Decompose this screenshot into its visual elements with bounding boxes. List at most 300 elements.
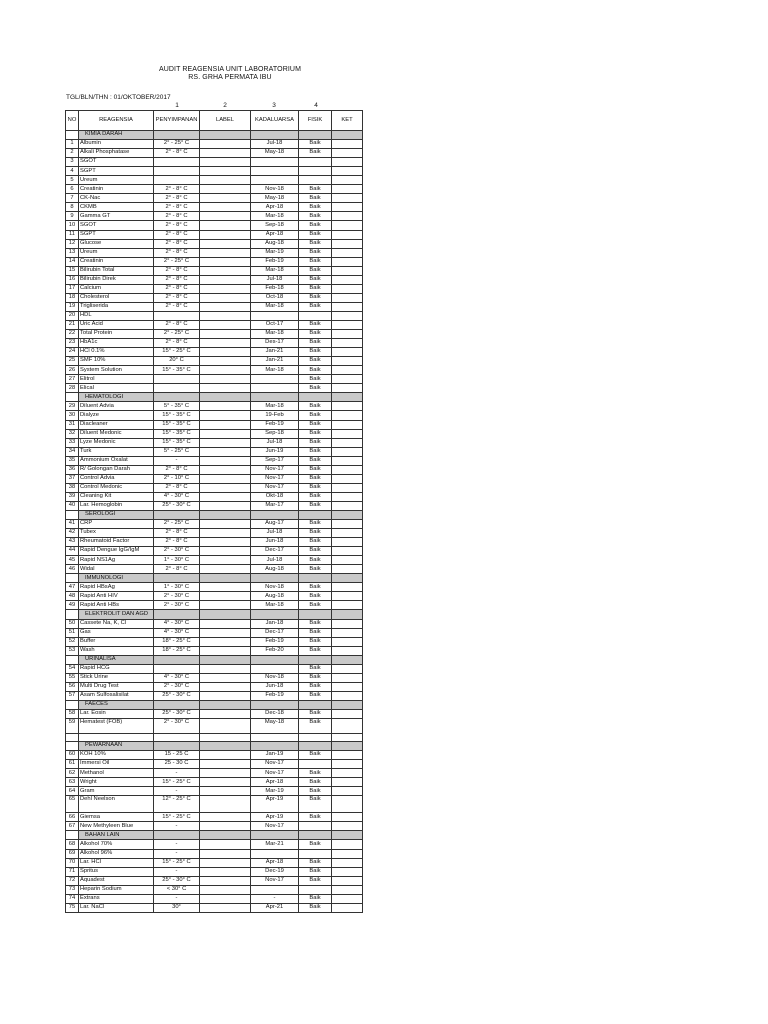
row-number: 59 — [66, 719, 79, 734]
section-cell — [251, 700, 299, 709]
reagent-name: Wash — [79, 646, 154, 655]
remarks — [332, 221, 363, 230]
section-cell — [299, 610, 332, 619]
section-cell — [200, 742, 251, 751]
physical-condition — [299, 760, 332, 769]
table-row — [66, 691, 363, 700]
reagent-name: Lar. Hemoglobin — [79, 501, 154, 510]
remarks — [332, 366, 363, 375]
header-ket: KET — [332, 111, 363, 131]
table-row — [66, 849, 363, 858]
remarks — [332, 293, 363, 302]
storage-temp: 5° - 25° C — [154, 447, 200, 456]
table-row — [66, 375, 363, 384]
label-cell — [200, 492, 251, 501]
section-cell — [299, 510, 332, 519]
row-number: 45 — [66, 556, 79, 565]
expiry-date: Aug-18 — [251, 239, 299, 248]
remarks — [332, 538, 363, 547]
storage-temp: 2° - 8° C — [154, 275, 200, 284]
label-cell — [200, 894, 251, 903]
row-number: 74 — [66, 894, 79, 903]
section-cell — [299, 700, 332, 709]
reagent-name: CRP — [79, 520, 154, 529]
storage-temp: 20° C — [154, 357, 200, 366]
reagent-name: Gas — [79, 628, 154, 637]
remarks — [332, 203, 363, 212]
remarks — [332, 778, 363, 787]
reagent-name: Buffer — [79, 637, 154, 646]
remarks — [332, 438, 363, 447]
expiry-date: May-18 — [251, 719, 299, 734]
reagent-name: Giemsa — [79, 813, 154, 822]
storage-temp: 25° - 30° C — [154, 691, 200, 700]
label-cell — [200, 760, 251, 769]
label-cell — [200, 167, 251, 176]
label-cell — [200, 673, 251, 682]
reagent-name: CK-Nac — [79, 194, 154, 203]
label-cell — [200, 194, 251, 203]
physical-condition: Baik — [299, 429, 332, 438]
remarks — [332, 556, 363, 565]
storage-temp: 12° - 25° C — [154, 796, 200, 813]
expiry-date — [251, 375, 299, 384]
header-kadaluarsa: KADALUARSA — [251, 111, 299, 131]
reagent-name: Cleaning Kit — [79, 492, 154, 501]
blank-cell — [154, 734, 200, 742]
label-cell — [200, 529, 251, 538]
reagent-name: Rapid NS1Ag — [79, 556, 154, 565]
header-penyimpanan: PENYIMPANAN — [154, 111, 200, 131]
remarks — [332, 212, 363, 221]
remarks — [332, 682, 363, 691]
section-cell — [200, 831, 251, 840]
reagent-name: Cassete Na, K, Cl — [79, 619, 154, 628]
table-row — [66, 601, 363, 610]
storage-temp: 2° - 25° C — [154, 257, 200, 266]
table-row — [66, 501, 363, 510]
table-row — [66, 556, 363, 565]
expiry-date: Nov-18 — [251, 673, 299, 682]
table-row — [66, 429, 363, 438]
row-number: 42 — [66, 529, 79, 538]
section-row — [66, 574, 363, 583]
section-name: KIMIA DARAH — [79, 131, 154, 140]
section-cell — [251, 610, 299, 619]
label-cell — [200, 375, 251, 384]
table-row — [66, 583, 363, 592]
label-cell — [200, 619, 251, 628]
section-cell — [299, 574, 332, 583]
reagent-name: Diluent Advia — [79, 402, 154, 411]
section-cell — [299, 742, 332, 751]
label-cell — [200, 140, 251, 149]
table-row — [66, 787, 363, 796]
remarks — [332, 501, 363, 510]
storage-temp: 1° - 30° C — [154, 583, 200, 592]
table-row — [66, 149, 363, 158]
section-row — [66, 831, 363, 840]
storage-temp: 2° - 30° C — [154, 592, 200, 601]
physical-condition: Baik — [299, 438, 332, 447]
header-fisik: FISIK — [299, 111, 332, 131]
row-number: 8 — [66, 203, 79, 212]
storage-temp: 15° - 35° C — [154, 429, 200, 438]
section-cell — [200, 700, 251, 709]
reagent-name: Dialyze — [79, 411, 154, 420]
table-row — [66, 813, 363, 822]
table-row — [66, 176, 363, 185]
label-cell — [200, 501, 251, 510]
table-row — [66, 637, 363, 646]
section-cell — [154, 393, 200, 402]
remarks — [332, 248, 363, 257]
section-cell — [332, 574, 363, 583]
expiry-date: Nov-17 — [251, 483, 299, 492]
storage-temp: 4° - 30° C — [154, 673, 200, 682]
storage-temp: 2° - 8° C — [154, 465, 200, 474]
label-cell — [200, 637, 251, 646]
row-number: 36 — [66, 465, 79, 474]
storage-temp: 2° - 8° C — [154, 248, 200, 257]
reagent-name: Turk — [79, 447, 154, 456]
remarks — [332, 266, 363, 275]
reagent-name: Alkali Phosphatase — [79, 149, 154, 158]
storage-temp: 25° - 30° C — [154, 710, 200, 719]
expiry-date: Feb-19 — [251, 257, 299, 266]
label-cell — [200, 221, 251, 230]
label-cell — [200, 885, 251, 894]
storage-temp: 4° - 30° C — [154, 619, 200, 628]
reagent-name: Stick Urine — [79, 673, 154, 682]
reagent-name: HDL — [79, 311, 154, 320]
row-number: 70 — [66, 858, 79, 867]
label-cell — [200, 813, 251, 822]
storage-temp: 2° - 30° C — [154, 682, 200, 691]
label-cell — [200, 429, 251, 438]
section-name: SEROLOGI — [79, 510, 154, 519]
label-cell — [200, 858, 251, 867]
expiry-date: Des-17 — [251, 339, 299, 348]
expiry-date: Nov-18 — [251, 185, 299, 194]
reagent-name: Extrans — [79, 894, 154, 903]
reagent-name: Heparin Sodium — [79, 885, 154, 894]
label-cell — [200, 176, 251, 185]
label-cell — [200, 275, 251, 284]
row-number: 66 — [66, 813, 79, 822]
remarks — [332, 275, 363, 284]
label-cell — [200, 203, 251, 212]
table-row — [66, 492, 363, 501]
storage-temp: 2° - 8° C — [154, 203, 200, 212]
storage-temp: 2° - 8° C — [154, 221, 200, 230]
section-name: FAECES — [79, 700, 154, 709]
table-row — [66, 456, 363, 465]
reagent-name: KOH 10% — [79, 751, 154, 760]
storage-temp — [154, 375, 200, 384]
physical-condition: Baik — [299, 248, 332, 257]
physical-condition: Baik — [299, 894, 332, 903]
table-row — [66, 402, 363, 411]
label-cell — [200, 357, 251, 366]
expiry-date: Feb-20 — [251, 646, 299, 655]
row-number: 1 — [66, 140, 79, 149]
storage-temp: 2° - 8° C — [154, 149, 200, 158]
physical-condition: Baik — [299, 529, 332, 538]
storage-temp: 18° - 25° C — [154, 646, 200, 655]
remarks — [332, 719, 363, 734]
section-cell — [299, 393, 332, 402]
section-cell — [299, 131, 332, 140]
row-number: 2 — [66, 149, 79, 158]
physical-condition: Baik — [299, 203, 332, 212]
physical-condition: Baik — [299, 185, 332, 194]
section-no-cell — [66, 700, 79, 709]
row-number: 9 — [66, 212, 79, 221]
remarks — [332, 876, 363, 885]
section-cell — [200, 510, 251, 519]
row-number: 20 — [66, 311, 79, 320]
label-cell — [200, 796, 251, 813]
storage-temp: - — [154, 456, 200, 465]
expiry-date: May-18 — [251, 149, 299, 158]
section-no-cell — [66, 831, 79, 840]
row-number: 26 — [66, 366, 79, 375]
table-row — [66, 760, 363, 769]
reagent-name: Lar. Eosin — [79, 710, 154, 719]
section-cell — [251, 742, 299, 751]
label-cell — [200, 547, 251, 556]
row-number: 50 — [66, 619, 79, 628]
physical-condition — [299, 311, 332, 320]
table-row — [66, 284, 363, 293]
reagent-name: Rapid Anti HBs — [79, 601, 154, 610]
expiry-date: Jan-21 — [251, 348, 299, 357]
expiry-date: Nov-17 — [251, 769, 299, 778]
reagent-name: Rapid Dengue IgG/IgM — [79, 547, 154, 556]
storage-temp: - — [154, 894, 200, 903]
table-row — [66, 366, 363, 375]
reagent-name: HCl 0.1% — [79, 348, 154, 357]
physical-condition: Baik — [299, 320, 332, 329]
table-row — [66, 858, 363, 867]
table-row — [66, 751, 363, 760]
remarks — [332, 673, 363, 682]
table-row — [66, 158, 363, 167]
physical-condition: Baik — [299, 664, 332, 673]
storage-temp: 15° - 25° C — [154, 813, 200, 822]
physical-condition: Baik — [299, 719, 332, 734]
blank-cell — [79, 734, 154, 742]
row-number: 40 — [66, 501, 79, 510]
reagent-name: Hematest (FOB) — [79, 719, 154, 734]
table-row — [66, 867, 363, 876]
table-row — [66, 483, 363, 492]
physical-condition: Baik — [299, 867, 332, 876]
physical-condition — [299, 167, 332, 176]
label-cell — [200, 284, 251, 293]
table-header-row — [66, 111, 363, 131]
physical-condition: Baik — [299, 778, 332, 787]
label-cell — [200, 293, 251, 302]
remarks — [332, 601, 363, 610]
column-number: 2 — [223, 102, 227, 109]
label-cell — [200, 257, 251, 266]
label-cell — [200, 230, 251, 239]
remarks — [332, 867, 363, 876]
reagent-name: Cholesterol — [79, 293, 154, 302]
physical-condition: Baik — [299, 903, 332, 912]
table-row — [66, 275, 363, 284]
remarks — [332, 619, 363, 628]
section-cell — [251, 393, 299, 402]
expiry-date: Sep-18 — [251, 221, 299, 230]
section-cell — [332, 610, 363, 619]
hospital-name: RS. GRHA PERMATA IBU — [188, 74, 272, 81]
label-cell — [200, 710, 251, 719]
physical-condition: Baik — [299, 447, 332, 456]
label-cell — [200, 876, 251, 885]
remarks — [332, 760, 363, 769]
table-row — [66, 822, 363, 831]
row-number: 72 — [66, 876, 79, 885]
label-cell — [200, 320, 251, 329]
reagent-name: Control Medonic — [79, 483, 154, 492]
reagent-name: Uric Acid — [79, 320, 154, 329]
reagent-name: Aquadest — [79, 876, 154, 885]
row-number: 52 — [66, 637, 79, 646]
row-number: 13 — [66, 248, 79, 257]
table-row — [66, 538, 363, 547]
section-cell — [154, 510, 200, 519]
table-row — [66, 339, 363, 348]
physical-condition: Baik — [299, 556, 332, 565]
physical-condition: Baik — [299, 673, 332, 682]
storage-temp: 5° - 35° C — [154, 402, 200, 411]
reagent-name: Total Protein — [79, 330, 154, 339]
label-cell — [200, 420, 251, 429]
physical-condition: Baik — [299, 691, 332, 700]
reagent-name: Diluent Medonic — [79, 429, 154, 438]
remarks — [332, 384, 363, 393]
reagent-name: Lar. HCl — [79, 858, 154, 867]
label-cell — [200, 556, 251, 565]
row-number: 54 — [66, 664, 79, 673]
storage-temp: 2° - 8° C — [154, 320, 200, 329]
physical-condition: Baik — [299, 257, 332, 266]
label-cell — [200, 348, 251, 357]
reagent-name: Elitrol — [79, 375, 154, 384]
expiry-date: Jul-18 — [251, 275, 299, 284]
row-number: 4 — [66, 167, 79, 176]
row-number: 38 — [66, 483, 79, 492]
reagent-name: Gamma GT — [79, 212, 154, 221]
label-cell — [200, 682, 251, 691]
reagent-name: Tubex — [79, 529, 154, 538]
row-number: 58 — [66, 710, 79, 719]
header-label: LABEL — [200, 111, 251, 131]
row-number: 31 — [66, 420, 79, 429]
section-no-cell — [66, 655, 79, 664]
expiry-date: Apr-18 — [251, 858, 299, 867]
table-row — [66, 520, 363, 529]
expiry-date: Dec-19 — [251, 867, 299, 876]
physical-condition: Baik — [299, 194, 332, 203]
section-no-cell — [66, 574, 79, 583]
remarks — [332, 492, 363, 501]
physical-condition: Baik — [299, 284, 332, 293]
row-number: 51 — [66, 628, 79, 637]
row-number: 57 — [66, 691, 79, 700]
storage-temp: 30° — [154, 903, 200, 912]
label-cell — [200, 402, 251, 411]
storage-temp: - — [154, 849, 200, 858]
remarks — [332, 420, 363, 429]
storage-temp — [154, 311, 200, 320]
physical-condition: Baik — [299, 538, 332, 547]
reagent-name: Diacleaner — [79, 420, 154, 429]
row-number: 67 — [66, 822, 79, 831]
physical-condition — [299, 176, 332, 185]
row-number: 47 — [66, 583, 79, 592]
remarks — [332, 357, 363, 366]
label-cell — [200, 787, 251, 796]
expiry-date: Nov-18 — [251, 583, 299, 592]
expiry-date: Feb-19 — [251, 420, 299, 429]
column-number: 1 — [175, 102, 179, 109]
row-number: 41 — [66, 520, 79, 529]
storage-temp: 2° - 8° C — [154, 565, 200, 574]
section-cell — [251, 655, 299, 664]
row-number: 27 — [66, 375, 79, 384]
section-row — [66, 742, 363, 751]
table-row — [66, 293, 363, 302]
table-row — [66, 719, 363, 734]
reagent-name: System Solution — [79, 366, 154, 375]
section-cell — [332, 393, 363, 402]
storage-temp: 15° - 25° C — [154, 348, 200, 357]
table-row — [66, 194, 363, 203]
physical-condition: Baik — [299, 456, 332, 465]
label-cell — [200, 465, 251, 474]
row-number: 19 — [66, 302, 79, 311]
storage-temp: 2° - 8° C — [154, 266, 200, 275]
row-number: 23 — [66, 339, 79, 348]
remarks — [332, 167, 363, 176]
remarks — [332, 302, 363, 311]
label-cell — [200, 239, 251, 248]
storage-temp: - — [154, 867, 200, 876]
storage-temp: 2° - 25° C — [154, 140, 200, 149]
label-cell — [200, 158, 251, 167]
physical-condition: Baik — [299, 592, 332, 601]
table-row — [66, 664, 363, 673]
table-row — [66, 420, 363, 429]
label-cell — [200, 867, 251, 876]
remarks — [332, 176, 363, 185]
label-cell — [200, 149, 251, 158]
physical-condition: Baik — [299, 682, 332, 691]
expiry-date — [251, 664, 299, 673]
table-row — [66, 330, 363, 339]
physical-condition: Baik — [299, 348, 332, 357]
table-row — [66, 230, 363, 239]
remarks — [332, 140, 363, 149]
row-number: 11 — [66, 230, 79, 239]
physical-condition: Baik — [299, 583, 332, 592]
expiry-date: Okt-18 — [251, 492, 299, 501]
physical-condition: Baik — [299, 876, 332, 885]
